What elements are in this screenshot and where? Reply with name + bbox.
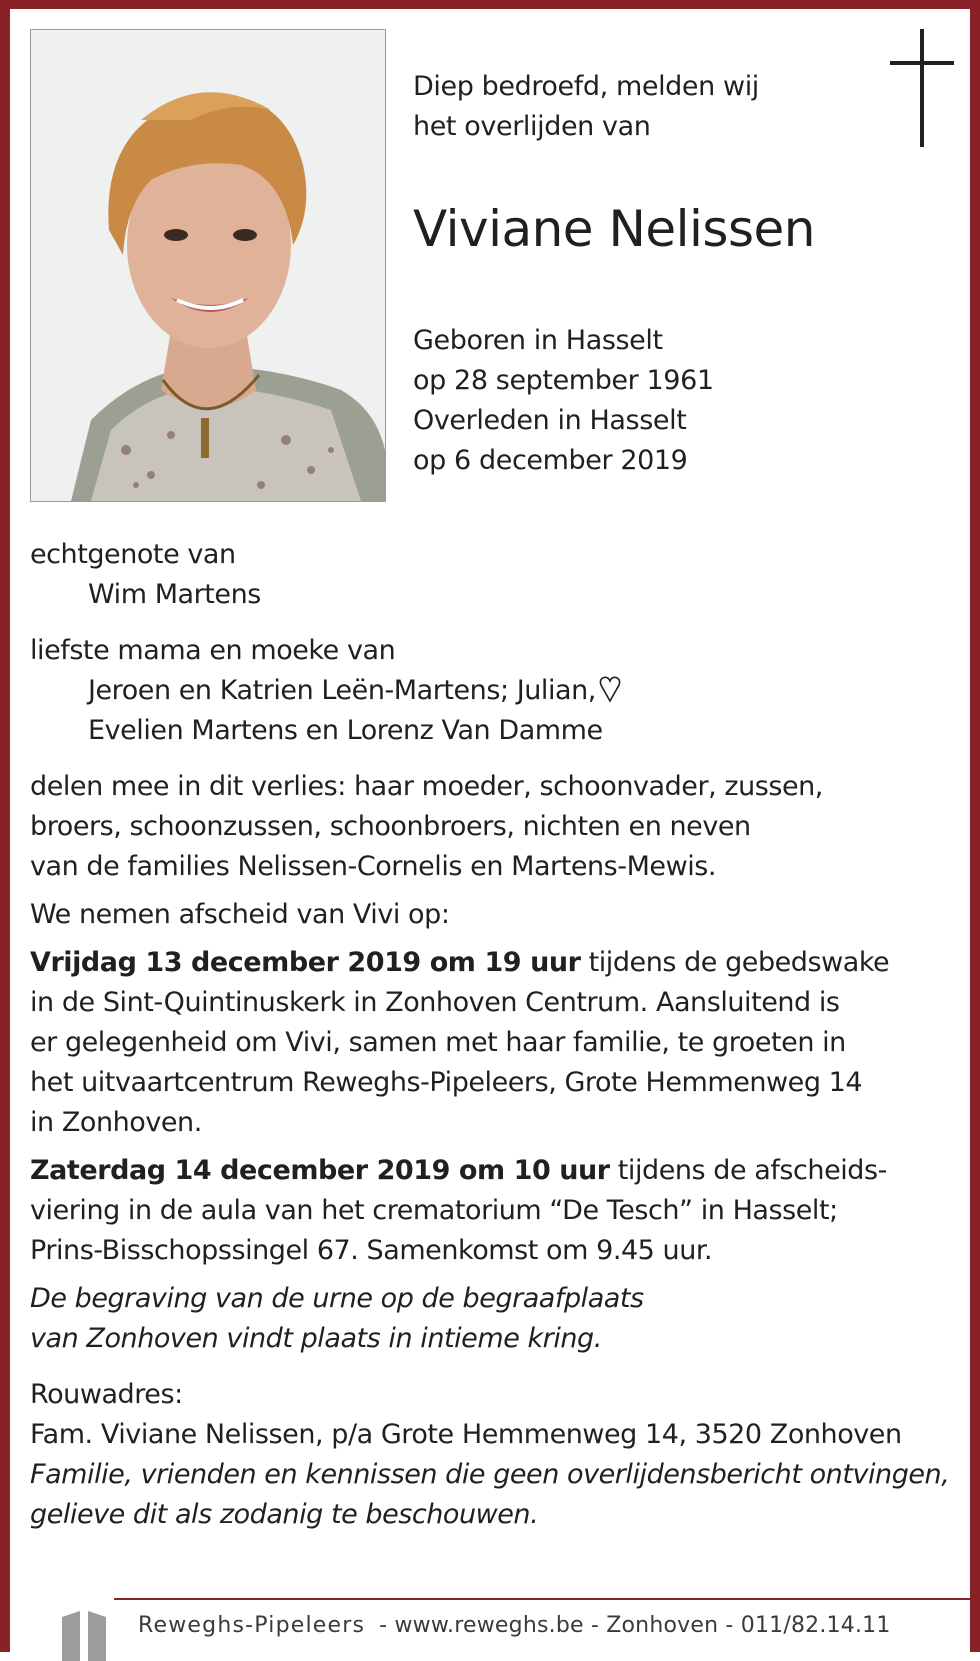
event-2-line: viering in de aula van het crematorium “De Tesch” in Hasselt; [30, 1195, 838, 1226]
obituary-body [30, 535, 950, 1535]
intro-line: het overlijden van [413, 111, 651, 142]
date-line: Geboren in Hasselt [413, 325, 663, 356]
footer-firm: Reweghs-Pipeleers [138, 1613, 366, 1638]
address-label: Rouwadres: [30, 1379, 183, 1410]
address-value: Fam. Viviane Nelissen, p/a Grote Hemmenweg 14, 3520 Zonhoven [30, 1419, 902, 1450]
children-line-text: Jeroen en Katrien Leën-Martens; Julian, [88, 675, 596, 706]
event-1-line: in Zonhoven. [30, 1107, 202, 1138]
footer-divider [114, 1598, 970, 1600]
spouse-label: echtgenote van [30, 539, 236, 570]
burial-line: De begraving van de urne op de begraafplaats [30, 1283, 644, 1314]
family-line: van de families Nelissen-Cornelis en Martens-Mewis. [30, 851, 717, 882]
birth-death-dates [413, 321, 714, 481]
heart-icon [598, 675, 622, 703]
event-2-line: Prins-Bisschopssingel 67. Samenkomst om 9.45 uur. [30, 1235, 713, 1266]
event-1-date: Vrijdag 13 december 2019 om 19 uur [30, 947, 581, 978]
children-label: liefste mama en moeke van [30, 635, 396, 666]
event-1-line: het uitvaartcentrum Reweghs-Pipeleers, Grote Hemmenweg 14 [30, 1067, 863, 1098]
event-1-heading [30, 943, 950, 983]
footer-text [138, 1613, 891, 1638]
announcement-intro [413, 67, 759, 147]
footer-details: - www.reweghs.be - Zonhoven - 011/82.14.11 [379, 1613, 891, 1638]
intro-line: Diep bedroefd, melden wij [413, 71, 759, 102]
event-2-heading [30, 1151, 950, 1191]
cross-icon [890, 29, 954, 147]
spouse-name: Wim Martens [88, 579, 261, 610]
family-line: delen mee in dit verlies: haar moeder, schoonvader, zussen, [30, 771, 823, 802]
date-line: Overleden in Hasselt [413, 405, 687, 436]
farewell-intro: We nemen afscheid van Vivi op: [30, 899, 450, 930]
event-1-line: in de Sint-Quintinuskerk in Zonhoven Centrum. Aansluitend is [30, 987, 840, 1018]
family-line: broers, schoonzussen, schoonbroers, nichten en neven [30, 811, 751, 842]
burial-line: van Zonhoven vindt plaats in intieme kring. [30, 1323, 602, 1354]
date-line: op 6 december 2019 [413, 445, 688, 476]
children-line: Evelien Martens en Lorenz Van Damme [88, 715, 603, 746]
portrait-photo [30, 29, 386, 502]
date-line: op 28 september 1961 [413, 365, 714, 396]
event-2-rest: tijdens de afscheids- [609, 1155, 887, 1186]
funeral-home-footer [10, 1595, 970, 1661]
funeral-home-logo [54, 1595, 114, 1661]
deceased-name: Viviane Nelissen [413, 200, 815, 258]
children-line [30, 671, 950, 711]
notice-line: Familie, vrienden en kennissen die geen overlijdensbericht ontvingen, [30, 1459, 950, 1490]
notice-line: gelieve dit als zodanig te beschouwen. [30, 1499, 539, 1530]
event-1-line: er gelegenheid om Vivi, samen met haar familie, te groeten in [30, 1027, 846, 1058]
event-1-rest: tijdens de gebedswake [580, 947, 890, 978]
event-2-date: Zaterdag 14 december 2019 om 10 uur [30, 1155, 610, 1186]
